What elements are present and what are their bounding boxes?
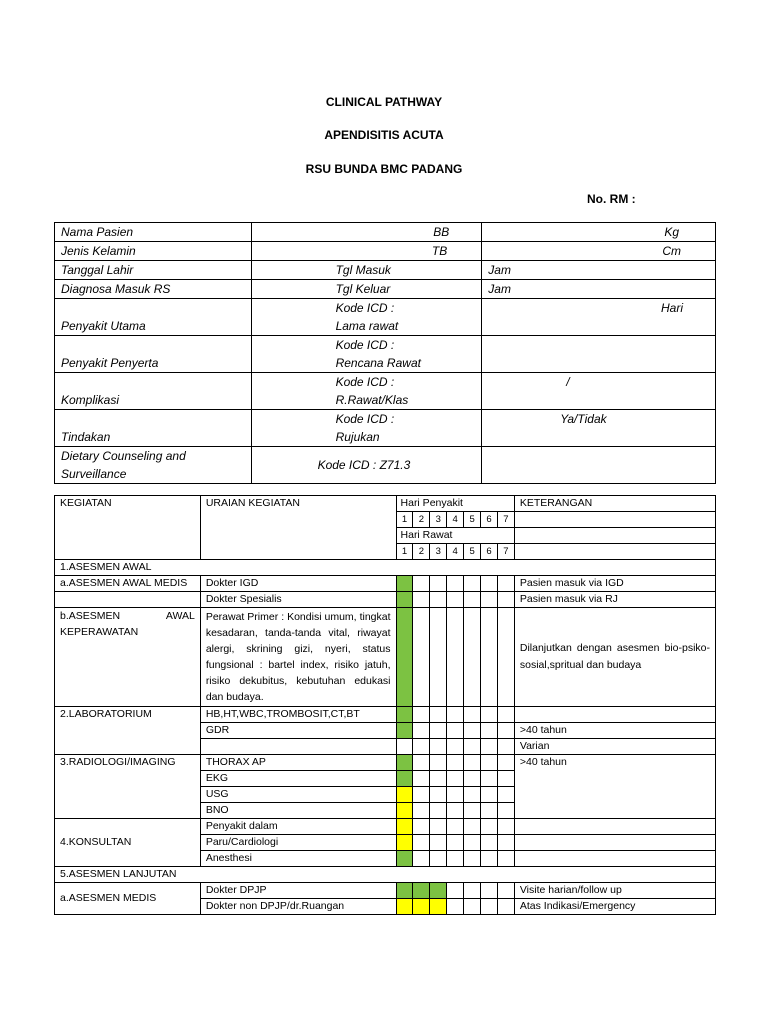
document-subtitle: APENDISITIS ACUTA [324,128,444,142]
thorax-label: THORAX AP [200,755,396,771]
table-row [55,223,716,242]
jenis-kelamin-label: Jenis Kelamin [55,242,252,261]
paru-cardiologi-label: Paru/Cardiologi [200,835,396,851]
tb-label: TB [251,242,482,261]
day-cell: 5 [464,512,481,528]
header-keterangan: KETERANGAN [514,496,715,512]
day-marker-yellow [396,803,413,819]
kg-label: Kg [482,223,716,242]
activity-table [54,495,716,915]
document-title: CLINICAL PATHWAY [325,95,443,109]
day-marker-green [396,707,413,723]
rencana-rawat-label: Rencana Rawat [335,356,421,370]
day-marker-green [430,883,447,899]
lab-items-label: HB,HT,WBC,TROMBOSIT,CT,BT [200,707,396,723]
dokter-dpjp-label: Dokter DPJP [200,883,396,899]
section-asesmen-awal: 1.ASESMEN AWAL [55,560,716,576]
day-cell: 2 [413,544,430,560]
usg-label: USG [200,787,396,803]
keterangan-non-dpjp: Atas Indikasi/Emergency [514,899,715,915]
day-marker-yellow [413,899,430,915]
jam-masuk-label: Jam [482,261,716,280]
section-konsultan: 4.KONSULTAN [55,819,201,867]
asesmen-awal-medis-label: a.ASESMEN AWAL MEDIS [55,576,201,592]
table-row [55,496,716,512]
asesmen-keperawatan-label: b.ASESMEN AWAL KEPERAWATAN [55,608,201,707]
day-cell: 7 [497,544,514,560]
day-marker-green [396,851,413,867]
day-cell: 7 [497,512,514,528]
patient-info-table [54,222,716,484]
day-cell: 1 [396,512,413,528]
keterangan-rj: Pasien masuk via RJ [514,592,715,608]
table-row [55,608,716,707]
dokter-non-dpjp-label: Dokter non DPJP/dr.Ruangan [200,899,396,915]
dokter-spesialis-label: Dokter Spesialis [200,592,396,608]
keterangan-gdr: >40 tahun [514,723,715,739]
day-cell: 4 [447,512,464,528]
kode-icd-z713: Kode ICD : Z71.3 [251,447,482,484]
day-marker-green [396,755,413,771]
table-row [55,280,716,299]
day-cell: 3 [430,544,447,560]
header-kegiatan: KEGIATAN [55,496,201,560]
medical-record-number-label: No. RM : [587,192,636,206]
rencana-rawat-value [482,336,716,373]
gdr-label: GDR [200,723,396,739]
lama-rawat-label: Lama rawat [335,319,399,333]
day-cell: 2 [413,512,430,528]
header-uraian-kegiatan: URAIAN KEGIATAN [200,496,396,560]
table-row [55,373,716,410]
asesmen-medis-label: a.ASESMEN MEDIS [55,883,201,915]
table-row [55,242,716,261]
kode-icd-label: Kode ICD : [335,338,395,352]
day-marker-green [396,883,413,899]
hospital-name: RSU BUNDA BMC PADANG [305,162,463,176]
day-cell: 1 [396,544,413,560]
table-row [55,560,716,576]
day-marker-yellow [396,835,413,851]
komplikasi-label: Komplikasi [55,373,252,410]
ekg-label: EKG [200,771,396,787]
header-hari-rawat: Hari Rawat [396,528,514,544]
tgl-keluar-label: Tgl Keluar [251,280,482,299]
ruang-rawat-klas-label: R.Rawat/Klas [335,393,409,407]
bno-label: BNO [200,803,396,819]
tanggal-lahir-label: Tanggal Lahir [55,261,252,280]
cm-label: Cm [482,242,716,261]
day-marker-green [396,576,413,592]
perawat-primer-text: Perawat Primer : Kondisi umum, tingkat kesadaran, tanda-tanda vital, riwayat alergi, skrining gizi, nyeri, status fungsional : bartel index, risiko jatuh, risiko dekubitus, kebutuhan edukasi dan budaya. [200,608,396,707]
anesthesi-label: Anesthesi [200,851,396,867]
table-row [55,261,716,280]
table-row [55,707,716,723]
table-row [55,336,716,373]
dokter-igd-label: Dokter IGD [200,576,396,592]
jam-keluar-label: Jam [482,280,716,299]
ya-tidak-label: Ya/Tidak [482,410,716,447]
section-laboratorium: 2.LABORATORIUM [55,707,201,755]
bb-label: BB [251,223,482,242]
keterangan-thorax: >40 tahun [514,755,715,819]
table-row [55,576,716,592]
table-row [55,819,716,835]
day-marker-green [396,592,413,608]
section-radiologi: 3.RADIOLOGI/IMAGING [55,755,201,819]
table-row [55,299,716,336]
day-cell: 6 [481,512,498,528]
section-asesmen-lanjutan: 5.ASESMEN LANJUTAN [55,867,716,883]
day-cell: 5 [464,544,481,560]
day-cell: 4 [447,544,464,560]
nama-pasien-label: Nama Pasien [55,223,252,242]
table-row [55,447,716,484]
penyakit-penyerta-label: Penyakit Penyerta [55,336,252,373]
keterangan-varian: Varian [514,739,715,755]
rujukan-label: Rujukan [335,430,380,444]
day-cell: 6 [481,544,498,560]
day-marker-green [396,771,413,787]
hari-label: Hari [482,299,716,336]
keterangan-keperawatan: Dilanjutkan dengan asesmen bio-psiko-sosial,spritual dan budaya [514,608,715,707]
tgl-masuk-label: Tgl Masuk [251,261,482,280]
header-hari-penyakit: Hari Penyakit [396,496,514,512]
day-marker-green [396,608,413,707]
day-cell: 3 [430,512,447,528]
kode-icd-label: Kode ICD : [335,375,395,389]
day-marker-green [396,723,413,739]
kode-icd-label: Kode ICD : [335,412,395,426]
day-marker-green [413,883,430,899]
day-marker-yellow [396,819,413,835]
klas-separator: / [482,373,716,410]
table-row [55,410,716,447]
day-marker-yellow [430,899,447,915]
keterangan-dpjp: Visite harian/follow up [514,883,715,899]
dietary-label: Dietary Counseling and Surveillance [55,447,252,484]
keterangan-igd: Pasien masuk via IGD [514,576,715,592]
table-row [55,755,716,771]
table-row [55,592,716,608]
diagnosa-label: Diagnosa Masuk RS [55,280,252,299]
day-marker-yellow [396,787,413,803]
table-row [55,883,716,899]
table-row [55,867,716,883]
day-marker-yellow [396,899,413,915]
penyakit-utama-label: Penyakit Utama [55,299,252,336]
tindakan-label: Tindakan [55,410,252,447]
penyakit-dalam-label: Penyakit dalam [200,819,396,835]
kode-icd-label: Kode ICD : [335,301,395,315]
